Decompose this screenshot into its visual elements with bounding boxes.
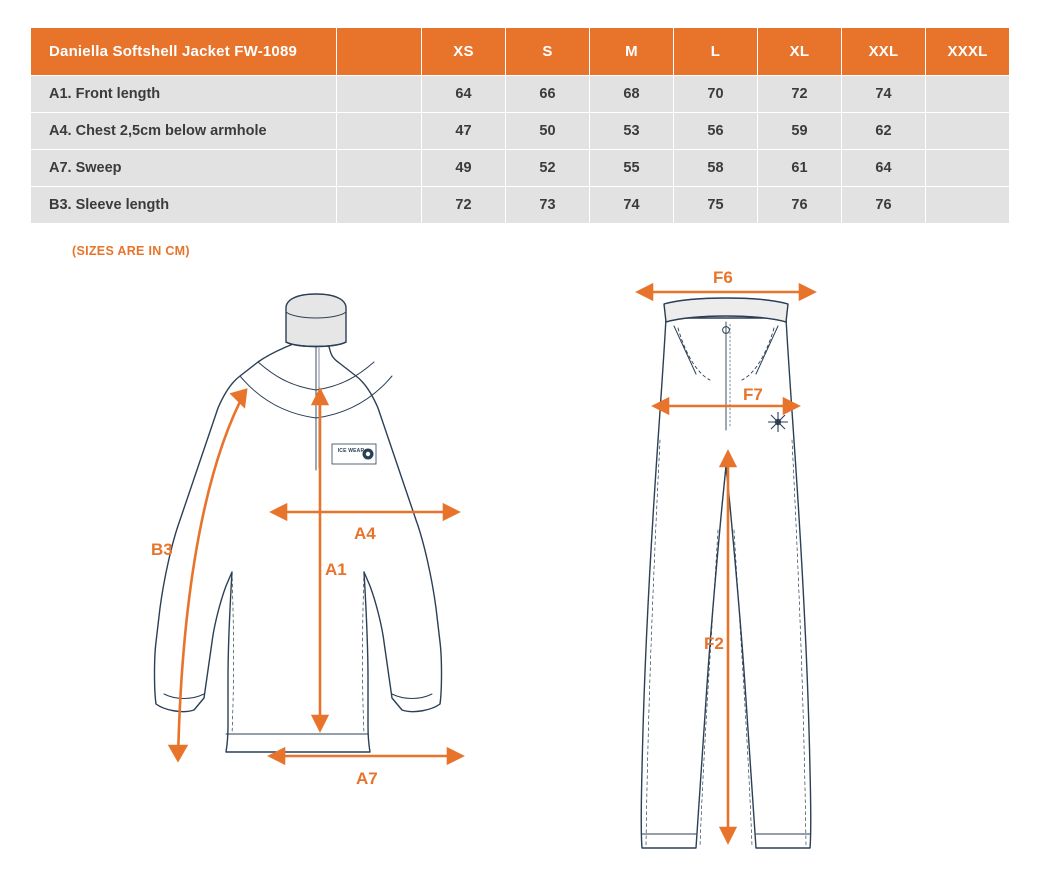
jacket-figure [120, 290, 560, 790]
spacer-header-cell [336, 28, 421, 76]
measure-value: 47 [421, 113, 505, 150]
measure-value: 72 [757, 76, 841, 113]
measure-label: A1. Front length [31, 76, 337, 113]
dimension-label-f6: F6 [713, 268, 733, 287]
measure-value: 49 [421, 150, 505, 187]
table-header-row [31, 28, 1010, 76]
size-header-l: L [673, 28, 757, 76]
measure-value: 72 [421, 187, 505, 224]
spacer-cell [336, 150, 421, 187]
units-note: (SIZES ARE IN CM) [72, 244, 190, 258]
spacer-cell [336, 113, 421, 150]
dimension-label-a4: A4 [354, 524, 376, 543]
size-header-m: M [589, 28, 673, 76]
jacket-svg [120, 290, 560, 810]
measure-value: 68 [589, 76, 673, 113]
size-table-body [31, 76, 1010, 224]
measure-value: 66 [505, 76, 589, 113]
measure-value: 61 [757, 150, 841, 187]
pants-svg [600, 270, 900, 870]
measure-value [925, 150, 1009, 187]
measure-value: 76 [757, 187, 841, 224]
measure-value [925, 187, 1009, 224]
size-header-xs: XS [421, 28, 505, 76]
size-header-xxl: XXL [841, 28, 925, 76]
size-table-header [31, 28, 1010, 76]
size-table [30, 27, 1010, 224]
measure-value: 74 [841, 76, 925, 113]
technical-drawings [0, 270, 1039, 894]
spacer-cell [336, 76, 421, 113]
measure-value: 62 [841, 113, 925, 150]
dimension-label-a1: A1 [325, 560, 347, 579]
measure-value: 58 [673, 150, 757, 187]
measure-value: 64 [421, 76, 505, 113]
dimension-label-f2: F2 [704, 634, 724, 653]
size-header-s: S [505, 28, 589, 76]
product-title: Daniella Softshell Jacket FW-1089 [31, 28, 337, 76]
measure-value: 75 [673, 187, 757, 224]
measure-value: 59 [757, 113, 841, 150]
measure-value: 73 [505, 187, 589, 224]
dimension-label-f7: F7 [743, 385, 763, 404]
measure-value: 56 [673, 113, 757, 150]
measure-label: B3. Sleeve length [31, 187, 337, 224]
dimension-label-a7: A7 [356, 769, 378, 788]
measure-value [925, 76, 1009, 113]
measure-label: A4. Chest 2,5cm below armhole [31, 113, 337, 150]
measure-value: 70 [673, 76, 757, 113]
size-header-xl: XL [757, 28, 841, 76]
table-row [31, 150, 1010, 187]
measure-value: 53 [589, 113, 673, 150]
measure-value: 64 [841, 150, 925, 187]
snowflake-logo-icon [768, 412, 788, 432]
size-header-xxxl: XXXL [925, 28, 1009, 76]
measure-value: 52 [505, 150, 589, 187]
size-table-container [30, 27, 1010, 224]
spacer-cell [336, 187, 421, 224]
table-row [31, 76, 1010, 113]
table-row [31, 113, 1010, 150]
table-row [31, 187, 1010, 224]
measure-value: 55 [589, 150, 673, 187]
measure-value: 50 [505, 113, 589, 150]
measure-label: A7. Sweep [31, 150, 337, 187]
measure-value: 74 [589, 187, 673, 224]
pants-figure [600, 270, 900, 870]
measure-value: 76 [841, 187, 925, 224]
dimension-label-b3: B3 [151, 540, 173, 559]
measure-value [925, 113, 1009, 150]
brand-mark-text: ICE WEAR [337, 448, 365, 454]
